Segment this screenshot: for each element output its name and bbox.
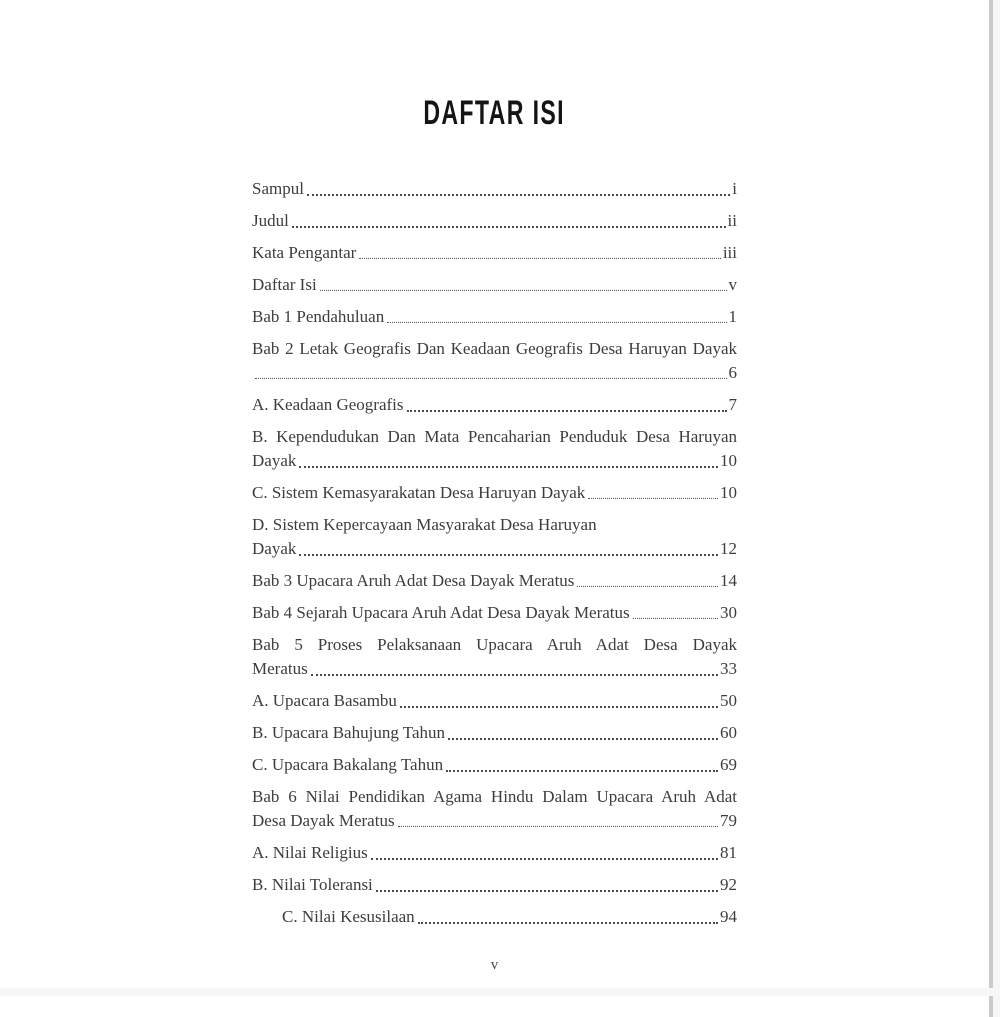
toc-page-number: 33 [720, 659, 737, 678]
toc-entry-label: C. Upacara Bakalang Tahun [252, 755, 444, 774]
toc-entry-line [252, 906, 737, 927]
toc-entry-label: Bab 6 Nilai Pendidikan Agama Hindu Dalam Upacara Aruh Adat [252, 787, 737, 806]
toc-page-number: 81 [720, 843, 737, 862]
toc-entry [252, 338, 737, 383]
toc-entry-line [252, 786, 737, 807]
toc-dot-leader [307, 194, 730, 196]
toc-dot-leader [407, 410, 727, 412]
toc-entry-line [252, 538, 737, 559]
toc-entry-line [252, 482, 737, 503]
toc-dot-leader [633, 618, 718, 619]
toc-entry-label: B. Kependudukan Dan Mata Pencaharian Penduduk Desa Haruyan [252, 427, 737, 446]
toc-dot-leader [376, 890, 718, 892]
table-of-contents [252, 178, 737, 927]
toc-entry [252, 426, 737, 471]
toc-entry-label: Bab 4 Sejarah Upacara Aruh Adat Desa Dayak Meratus [252, 603, 630, 622]
toc-dot-leader [255, 378, 727, 379]
toc-page-number: 60 [720, 723, 737, 742]
page-edge-line [989, 0, 993, 1017]
toc-entry-label: C. Sistem Kemasyarakatan Desa Haruyan Dayak [252, 483, 586, 502]
toc-entry [252, 514, 737, 559]
toc-entry-label: B. Nilai Toleransi [252, 875, 373, 894]
toc-page-number: iii [722, 243, 737, 262]
toc-entry-label: Desa Dayak Meratus [252, 811, 395, 830]
toc-entry-label: Dayak [252, 539, 297, 558]
toc-entry-line [252, 362, 737, 383]
toc-page-number: 14 [720, 571, 737, 590]
toc-dot-leader [588, 498, 718, 499]
toc-entry [252, 754, 737, 775]
toc-dot-leader [320, 290, 727, 291]
toc-entry-label: Bab 5 Proses Pelaksanaan Upacara Aruh Adat Desa Dayak [252, 635, 737, 654]
toc-dot-leader [299, 466, 718, 468]
toc-entry-line [252, 338, 737, 359]
toc-entry-label: D. Sistem Kepercayaan Masyarakat Desa Haruyan [252, 515, 597, 534]
toc-entry-line [252, 658, 737, 679]
toc-entry [252, 274, 737, 295]
toc-entry-label: Bab 3 Upacara Aruh Adat Desa Dayak Meratus [252, 571, 575, 590]
toc-entry-line [252, 634, 737, 655]
toc-entry-label: Judul [252, 211, 289, 230]
toc-entry [252, 634, 737, 679]
toc-dot-leader [371, 858, 718, 860]
toc-page-number: 50 [720, 691, 737, 710]
toc-entry-label: Bab 1 Pendahuluan [252, 307, 385, 326]
toc-entry [252, 722, 737, 743]
folio-page-number: v [490, 957, 499, 973]
scrollbar-track[interactable] [993, 0, 1000, 1017]
page-content [252, 0, 737, 938]
toc-entry-line [252, 210, 737, 231]
toc-entry-label: C. Nilai Kesusilaan [282, 907, 415, 926]
toc-entry-line [252, 242, 737, 263]
toc-entry [252, 210, 737, 231]
toc-entry-line [252, 570, 737, 591]
toc-entry [252, 394, 737, 415]
toc-entry-label: Dayak [252, 451, 297, 470]
toc-page-number: 69 [720, 755, 737, 774]
toc-entry [252, 786, 737, 831]
toc-entry-line [252, 722, 737, 743]
toc-page-number: 6 [728, 363, 737, 382]
toc-entry [252, 874, 737, 895]
toc-entry-label: Bab 2 Letak Geografis Dan Keadaan Geografis Desa Haruyan Dayak [252, 339, 737, 358]
toc-dot-leader [446, 770, 718, 772]
toc-entry-label: Meratus [252, 659, 308, 678]
toc-page-number: 10 [720, 451, 737, 470]
toc-entry-line [252, 450, 737, 471]
toc-entry [252, 242, 737, 263]
toc-page-number: 7 [728, 395, 737, 414]
toc-page-number: 30 [720, 603, 737, 622]
toc-entry-label: A. Keadaan Geografis [252, 395, 404, 414]
toc-page-number: 94 [720, 907, 737, 926]
toc-dot-leader [418, 922, 718, 924]
toc-entry-line [252, 394, 737, 415]
toc-entry-label: Kata Pengantar [252, 243, 357, 262]
toc-entry-label: A. Upacara Basambu [252, 691, 397, 710]
toc-page-number: 1 [728, 307, 737, 326]
toc-entry-line [252, 306, 737, 327]
toc-dot-leader [577, 586, 718, 587]
toc-entry-line [252, 874, 737, 895]
toc-entry-line [252, 274, 737, 295]
toc-entry-label: A. Nilai Religius [252, 843, 368, 862]
page-bottom-edge [0, 988, 1000, 996]
toc-entry-label: Sampul [252, 179, 304, 198]
toc-entry-line [252, 842, 737, 863]
toc-entry-line [252, 426, 737, 447]
toc-page-number: i [732, 179, 737, 198]
toc-entry [252, 690, 737, 711]
page-title: DAFTAR ISI [423, 94, 566, 132]
toc-dot-leader [292, 226, 726, 228]
toc-entry [252, 842, 737, 863]
toc-dot-leader [387, 322, 726, 323]
toc-dot-leader [448, 738, 718, 740]
toc-entry-line [252, 690, 737, 711]
toc-entry [252, 570, 737, 591]
toc-entry [252, 482, 737, 503]
toc-entry [252, 906, 737, 927]
toc-entry [252, 178, 737, 199]
toc-dot-leader [398, 826, 718, 827]
toc-entry-line [252, 754, 737, 775]
toc-entry-line [252, 602, 737, 623]
toc-page-number: 79 [720, 811, 737, 830]
toc-entry-line [252, 514, 737, 535]
toc-dot-leader [299, 554, 718, 556]
toc-entry-label: B. Upacara Bahujung Tahun [252, 723, 446, 742]
toc-dot-leader [311, 674, 718, 676]
toc-entry [252, 306, 737, 327]
toc-page-number: 12 [720, 539, 737, 558]
toc-page-number: 10 [720, 483, 737, 502]
page-title-wrap [252, 96, 737, 130]
toc-entry-line [252, 178, 737, 199]
toc-dot-leader [359, 258, 721, 259]
toc-entry-label: Daftar Isi [252, 275, 317, 294]
toc-entry [252, 602, 737, 623]
toc-page-number: v [728, 275, 737, 294]
toc-dot-leader [400, 706, 718, 708]
toc-page-number: ii [727, 211, 737, 230]
toc-page-number: 92 [720, 875, 737, 894]
toc-entry-line [252, 810, 737, 831]
